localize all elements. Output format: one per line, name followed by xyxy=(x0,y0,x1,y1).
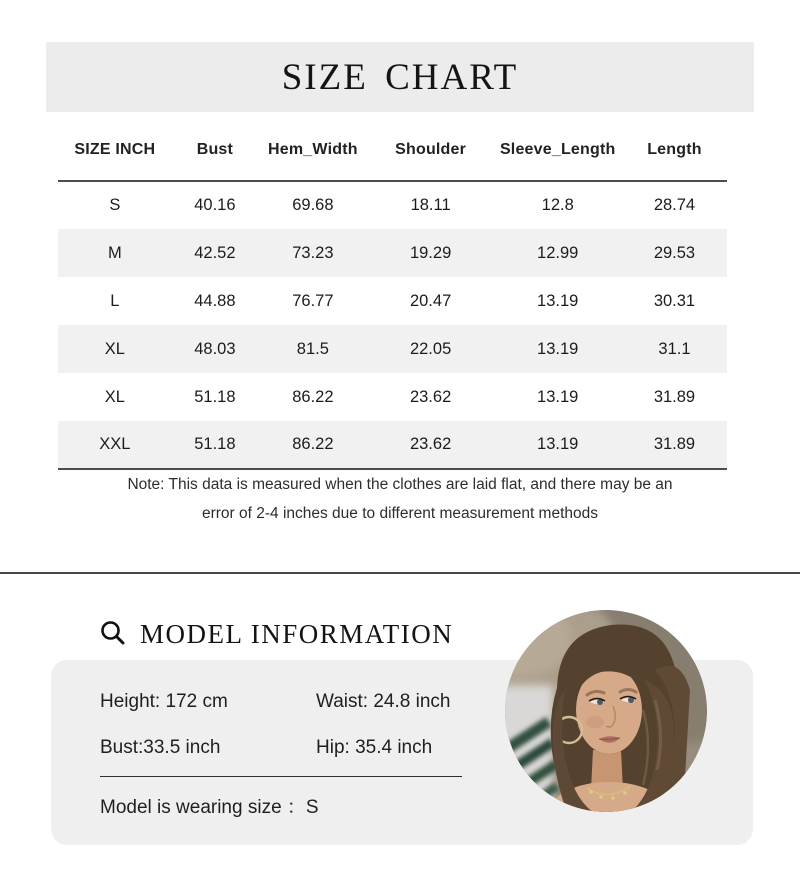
value-cell: 86.22 xyxy=(292,387,334,406)
value-cell: 23.62 xyxy=(409,387,452,406)
value-cell: 48.03 xyxy=(194,339,236,358)
value-cell: 13.19 xyxy=(537,387,579,406)
model-wearing-size: Model is wearing size ：S xyxy=(100,797,319,818)
value-cell: 13.19 xyxy=(537,435,579,453)
value-cell: 40.16 xyxy=(194,196,236,214)
col-header-sleeve-length: Sleeve_Length xyxy=(499,141,616,158)
col-header-length: Length xyxy=(647,141,702,158)
header-row xyxy=(58,120,727,181)
value-cell: 81.5 xyxy=(296,339,329,358)
value-cell: 22.05 xyxy=(409,339,452,358)
size-table-body xyxy=(58,181,727,469)
table-row xyxy=(58,229,727,277)
panel-divider xyxy=(100,776,462,777)
model-waist: Waist: 24.8 inch xyxy=(316,691,451,712)
magnifier-icon xyxy=(99,620,127,648)
col-header-shoulder: Shoulder xyxy=(395,141,467,158)
value-cell: 73.23 xyxy=(292,243,334,262)
size-cell: L xyxy=(110,291,120,310)
value-cell: 23.62 xyxy=(409,435,452,453)
size-cell: XL xyxy=(104,339,125,358)
model-photo xyxy=(505,610,707,812)
page-title: SIZE CHART xyxy=(281,56,519,98)
value-cell: 86.22 xyxy=(292,435,334,453)
model-info-header xyxy=(99,616,453,652)
value-cell: 44.88 xyxy=(194,291,236,310)
col-header-size: SIZE INCH xyxy=(74,141,156,158)
note-line-1: Note: This data is measured when the clothes are laid flat, and there may be an xyxy=(127,476,673,493)
model-bust: Bust:33.5 inch xyxy=(100,737,221,758)
note-line-2: error of 2-4 inches due to different measurement methods xyxy=(201,504,599,522)
col-header-hem-width: Hem_Width xyxy=(268,141,358,158)
model-info-title: MODEL INFORMATION xyxy=(140,618,454,649)
measurement-note xyxy=(0,471,800,528)
value-cell: 13.19 xyxy=(537,339,579,358)
size-cell: XL xyxy=(104,387,125,406)
value-cell: 31.1 xyxy=(658,339,691,358)
value-cell: 31.89 xyxy=(653,435,696,453)
size-chart-title-band xyxy=(46,42,754,112)
value-cell: 76.77 xyxy=(292,291,334,310)
value-cell: 28.74 xyxy=(653,196,696,214)
value-cell: 19.29 xyxy=(409,243,452,262)
value-cell: 30.31 xyxy=(653,291,696,310)
value-cell: 31.89 xyxy=(653,387,696,406)
size-table-header xyxy=(58,120,727,181)
size-cell: XXL xyxy=(99,435,131,453)
value-cell: 13.19 xyxy=(537,291,579,310)
table-row xyxy=(58,181,727,229)
value-cell: 51.18 xyxy=(194,435,236,453)
value-cell: 42.52 xyxy=(194,243,236,262)
value-cell: 51.18 xyxy=(194,387,236,406)
table-row xyxy=(58,277,727,325)
model-height: Height: 172 cm xyxy=(100,691,228,712)
size-cell: M xyxy=(107,243,122,262)
table-row xyxy=(58,421,727,469)
size-table xyxy=(58,120,727,470)
col-header-bust: Bust xyxy=(196,141,234,158)
section-divider xyxy=(0,572,800,574)
value-cell: 18.11 xyxy=(410,196,451,214)
model-hip: Hip: 35.4 inch xyxy=(316,737,433,758)
value-cell: 12.8 xyxy=(541,196,574,214)
value-cell: 20.47 xyxy=(409,291,452,310)
table-row xyxy=(58,325,727,373)
value-cell: 69.68 xyxy=(292,196,334,214)
size-cell: S xyxy=(109,196,121,214)
value-cell: 29.53 xyxy=(653,243,696,262)
value-cell: 12.99 xyxy=(537,243,579,262)
size-table-wrap xyxy=(58,120,727,470)
table-row xyxy=(58,373,727,421)
